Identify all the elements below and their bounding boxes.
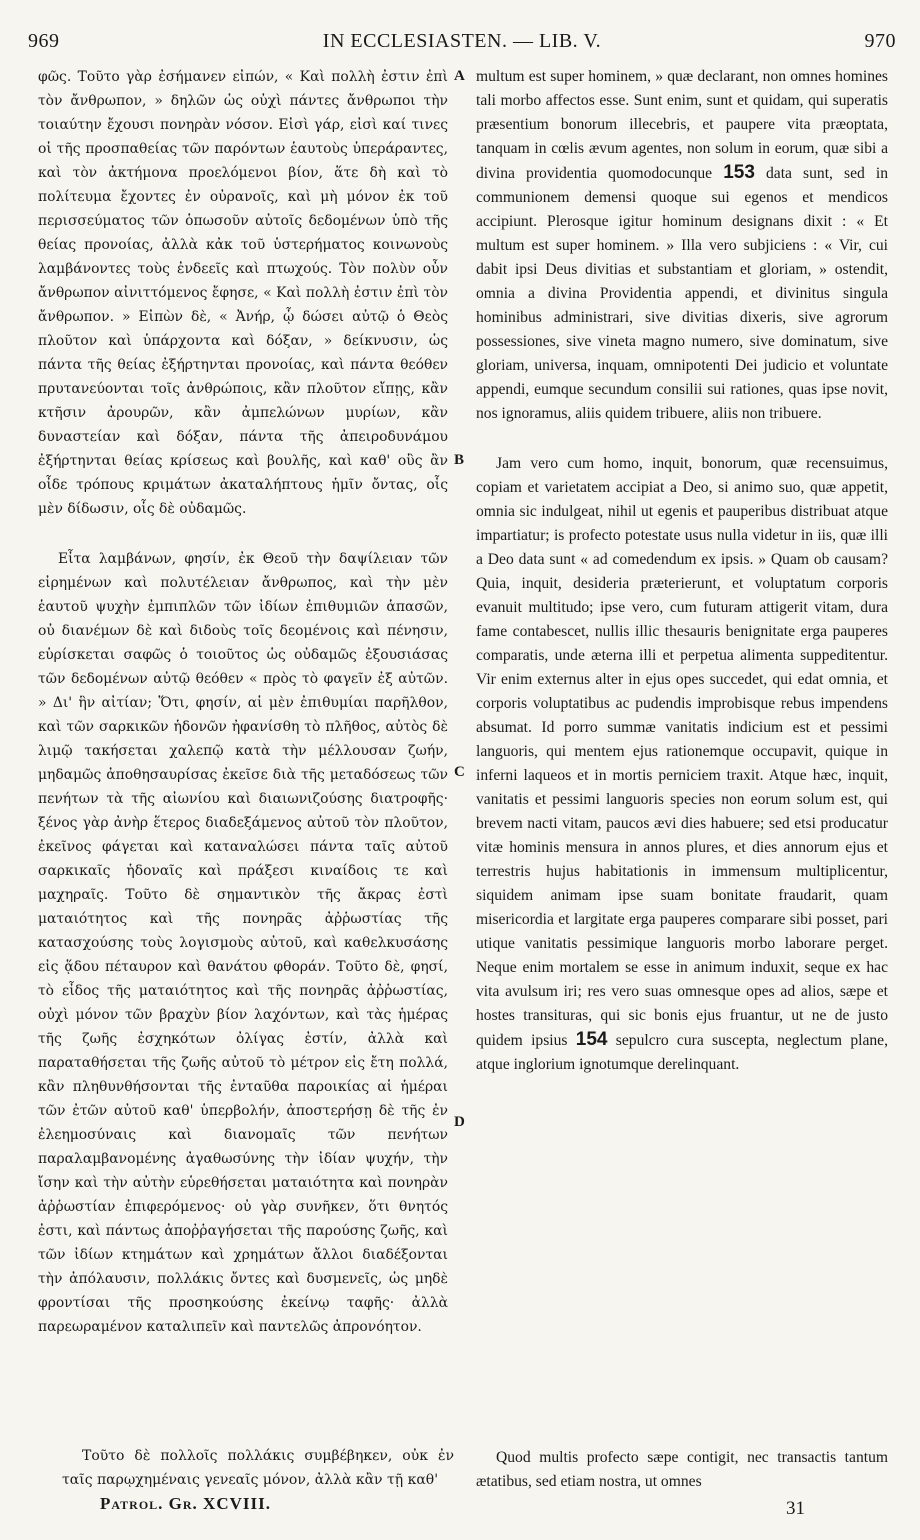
greek-paragraph-2: Εἶτα λαμβάνων, φησίν, ἐκ Θεοῦ τὴν δαψίλειαν τῶν εἰρημένων καὶ πολυτέλειαν ἄνθρωπος, καὶ τὴν μὲν ἑαυτοῦ ψυχὴν ἐμπιπλῶν τῶν ἰδίων ἐπιθυμιῶν ἁπασῶν, οὐ διανέμων δὲ καὶ διδοὺς τοῖς δεομένοις καὶ πένησιν, εὑρίσκεται σαφῶς ὁ τοιοῦτος ὡς οὐδαμῶς ἐξουσιάσας τῶν δεδομένων αὐτῷ θεόθεν « πρὸς τὸ φαγεῖν ἐξ αὐτῶν. » Δι' ἣν αἰτίαν; Ὅτι, φησίν, αἱ μὲν ἐπιθυμίαι παρῆλθον, καὶ τῶν σαρκικῶν ἡδονῶν ἠφανίσθη τὸ πλῆθος, αὐτὸς δὲ λιμῷ τακήσεται χαλεπῷ κατὰ τὴν μέλλουσαν ζωήν, μηδαμῶς ἀποθησαυρίσας ἐκεῖσε διὰ τῆς μεταδόσεως τῶν πενήτων τὰ τῆς αἰωνίου καὶ διαιωνιζούσης διατροφῆς· ξένος γὰρ ἀνὴρ ἕτερος διαδεξάμενος αὐτοῦ τὸν πλοῦτον, ἐκεῖνος φάγεται καὶ καταναλώσει πάντα ταῖς αὐτοῦ σαρκικαῖς ἡδοναῖς καὶ πράξεσι κιναίδοις τε καὶ μαχηραῖς. Τοῦτο δὲ σημαντικὸν τῆς ἄκρας ἐστὶ ματαιότητος καὶ τῆς πονηρᾶς ἀῤῥωστίας τῆς κατασχούσης τοὺς λογισμοὺς αὐτοῦ, καὶ καθελκυσάσης εἰς ᾅδου πέταυρον καὶ θανάτου φθοράν. Τοῦτο δὲ, φησί, τὸ εἶδος τῆς ματαιότητος καὶ τῆς πονηρᾶς ἀῤῥωστίας, οὐχὶ μόνον τῶν βραχὺν βίον λαχόντων, καὶ τὰς ἡμέρας τῆς ζωῆς ἐσχηκότων ὀλίγας ἐστίν, ἀλλὰ καὶ παραταθήσεται τῆς ζωῆς αὐτοῦ τὸ μέτρον εἰς ἔτη πολλά, κἂν πληθυνθήσονται τῆς ἐνταῦθα παροικίας αἱ ἡμέραι τῶν ἐτῶν αὐτοῦ καθ' ὑπερβολήν, ἀποστερήσῃ δὲ τῆς ἐν ἐλεημοσύναις καὶ διανομαῖς τῶν πενήτων παραλαμβανομένης ἀγαθωσύνης τὴν ἰδίαν ψυχήν, τὴν ἴσην καὶ τὴν αὐτὴν εὑρεθήσεται ματαιότητα καὶ πονηρὰν ἀῤῥωστίαν ἐπιφερόμενος· οὐ γὰρ συνῆκεν, ὅτι θνητός ἐστι, καὶ πάντως ἀποῤῥαγήσεται τῆς παρούσης ζωῆς, καὶ τῶν ἰδίων κτημάτων καὶ χρημάτων ἄλλοι διαδέξονται τὴν ἀπόλαυσιν, πολλάκις ὄντες καὶ δυσμενεῖς, ὡς μηδὲ φροντίσαι τῆς προσηκούσης ἐκείνῳ ταφῆς· ἀλλὰ παρεωραμένον καταλιπεῖν καὶ παντελῶς ἀπρονόητον. bbox=[38, 551, 448, 1335]
latin-paragraph-2 bbox=[476, 452, 888, 1077]
latin-column bbox=[476, 65, 888, 1077]
latin-paragraph-1 bbox=[476, 65, 888, 426]
latin-paragraph-1b: data sunt, sed in communionem demensi quoque sui egenos et mendicos accipiunt. Plerosque igitur hominum designans dixit : « Et multum est super hominem. » Illa vero subjiciens : « Vir, cui dabit ipsi Deus divitias et substantiam et gloriam, » ostendit, omnia a divina Providentia appendi, et divinitus singula hominibus administrari, sive divitias dixeris, sive agrorum possessiones, sive vineta magno numero, sive dominatum, sive gloriam, universa, inquam, omnipotenti Dei judicio et voluntate appendi, eumque secundum consilii sui rationes, quas ipse novit, nos ignoramus, aliis quidem tribuere, aliis non tribuere. bbox=[476, 165, 889, 422]
column-number-153: 153 bbox=[723, 162, 755, 183]
section-marker-a: A bbox=[454, 68, 465, 84]
greek-paragraph-3: Τοῦτο δὲ πολλοῖς πολλάκις συμβέβηκεν, οὐκ ἐν ταῖς παρῳχημέναις γενεαῖς μόνον, ἀλλὰ κἂν τῇ καθ' bbox=[62, 1448, 454, 1488]
page-number-left: 969 bbox=[28, 30, 60, 52]
latin-paragraph-2a: Jam vero cum homo, inquit, bonorum, quæ recensuimus, copiam et varietatem accipiat a Deo, si animo suo, quæ appetit, omnia sic indulgeat, nihil ut egenis et pauperibus distribuat atque impartiatur; is profecto potestate usus nulla videtur in iis, quæ illi a Deo data sunt « ad comedendum ex ipsis. » Quam ob causam? Quia, inquit, desideria præterierunt, et voluptatum corporis evanuit multitudo; ipse vero, cum futuram attigerit vitam, dura fame contabescet, nullis illic thesauris benignitate erga pauperes comparatis, unde æterna illi et perpetua alimenta suppeditentur. Vir enim externus alter in ejus opes succedet, qui edat omnia, et corporis voluptatibus ac pudendis improbisque rebus impendens absumat. Id porro summæ vanitatis indicium est et pessimi languoris, qui mentem ejus rationemque occupavit, quique in inferni laqueos et in mortis perniciem traxit. Atque hæc, inquit, vanitatis et pessimi languoris species non eorum solum est, qui brevem nacti vitam, paucos ævi dies habuere; sed etsi producatur vitæ hominis mensura in annos plures, et dies annorum ejus et terrestris hujus habitationis in immensum multiplicentur, siquidem animam ipse suam bonitate fraudarit, quam misericordia et largitate erga pauperes comparare sibi posset, pari utique vanitatis pessimique languoris morbo laborare perget. Neque enim mortalem se esse in animum induxit, seque ex hac vita avulsum iri; res vero suas omnesque opes ad alios, sæpe et hostes transituras, qui sic bonis ejus fruantur, ut ne de justo quidem ipsius bbox=[476, 455, 888, 1049]
greek-column bbox=[38, 65, 448, 1339]
footer-signature: 31 bbox=[786, 1498, 805, 1519]
page-number-right: 970 bbox=[864, 30, 896, 52]
column-number-154: 154 bbox=[575, 1029, 608, 1050]
running-title: IN ECCLESIASTEN. — LIB. V. bbox=[322, 30, 602, 52]
section-marker-c: C bbox=[454, 764, 465, 780]
running-header bbox=[28, 30, 896, 56]
section-marker-d: D bbox=[454, 1114, 465, 1130]
footer-series: Patrol. Gr. XCVIII. bbox=[100, 1494, 271, 1513]
section-marker-b: B bbox=[454, 452, 465, 468]
latin-paragraph-1a: multum est super hominem, » quæ declarant, non omnes homines tali morbo affectos esse. Sunt enim, sunt et quidam, qui superatis præsentium bonorum illecebris, et paupere vita præoptata, tanquam in cœlis ævum agentes, non solum in eorum, quæ sibi a divina providentia quomodocunque bbox=[476, 68, 888, 182]
greek-paragraph-1: φῶς. Τοῦτο γὰρ ἐσήμανεν εἰπών, « Καὶ πολλὴ ἐστιν ἐπὶ τὸν ἄνθρωπον, » δηλῶν ὡς οὐχὶ πάντες ἄνθρωποι τὴν τοιαύτην ἔχουσι πονηρὰν νόσον. Εἰσὶ γάρ, εἰσὶ καί τινες οἱ τῆς προσπαθείας τῶν παρόντων ἑαυτοὺς ὑπεράραντες, καὶ τὸν ἀκτήμονα προελόμενοι βίον, ἅτε δὴ καὶ τὸ πολίτευμα ἔχοντες ἐν οὐρανοῖς, καὶ μὴ μόνον ἐκ τοῦ περισσεύματος τῶν ὁπωσοῦν αὐτοῖς δεδομένων ὑπὸ τῆς θείας προνοίας, ἀλλὰ κἀκ τοῦ ὑστερήματος κοινωνοὺς λαμβάνοντες τοὺς ἐνδεεῖς καὶ πτωχούς. Τὸν πολὺν οὖν ἄνθρωπον αἰνιττόμενος ἔφησε, « Καὶ πολλὴ ἐστιν ἐπὶ τὸν ἄνθρωπον. » Εἰπὼν δὲ, « Ἀνήρ, ᾧ δώσει αὐτῷ ὁ Θεὸς πλοῦτον καὶ ὑπάρχοντα καὶ δόξαν, » δείκνυσιν, ὡς πάντα τῆς θείας ἐξήρτηνται προνοίας, καὶ πάντα θεόθεν πρυτανεύονται τοῖς ἀνθρώποις, κἂν πλοῦτον εἴπῃς, κἂν κτῆσιν ἀρουρῶν, κἂν ἀμπελώνων μυρίων, κἂν δυναστείαν καὶ δόξαν, πάντα τῆς ἀπειροδυνάμου ἐξήρτηνται θείας κρίσεως καὶ βουλῆς, καὶ καθ' οὓς ἂν οἶδε τρόπους κριμάτων ἀκαταλήπτους ἡμῖν ὄντας, οἷς μὲν δίδωσιν, οἷς δὲ οὐδαμῶς. bbox=[38, 69, 448, 517]
latin-paragraph-3: Quod multis profecto sæpe contigit, nec transactis tantum ætatibus, sed etiam nostra, ut omnes bbox=[476, 1448, 888, 1490]
latin-paragraph-2b: sepulcro cura suscepta, neglectum plane, atque inglorium ignotumque derelinquant. bbox=[476, 1032, 888, 1073]
